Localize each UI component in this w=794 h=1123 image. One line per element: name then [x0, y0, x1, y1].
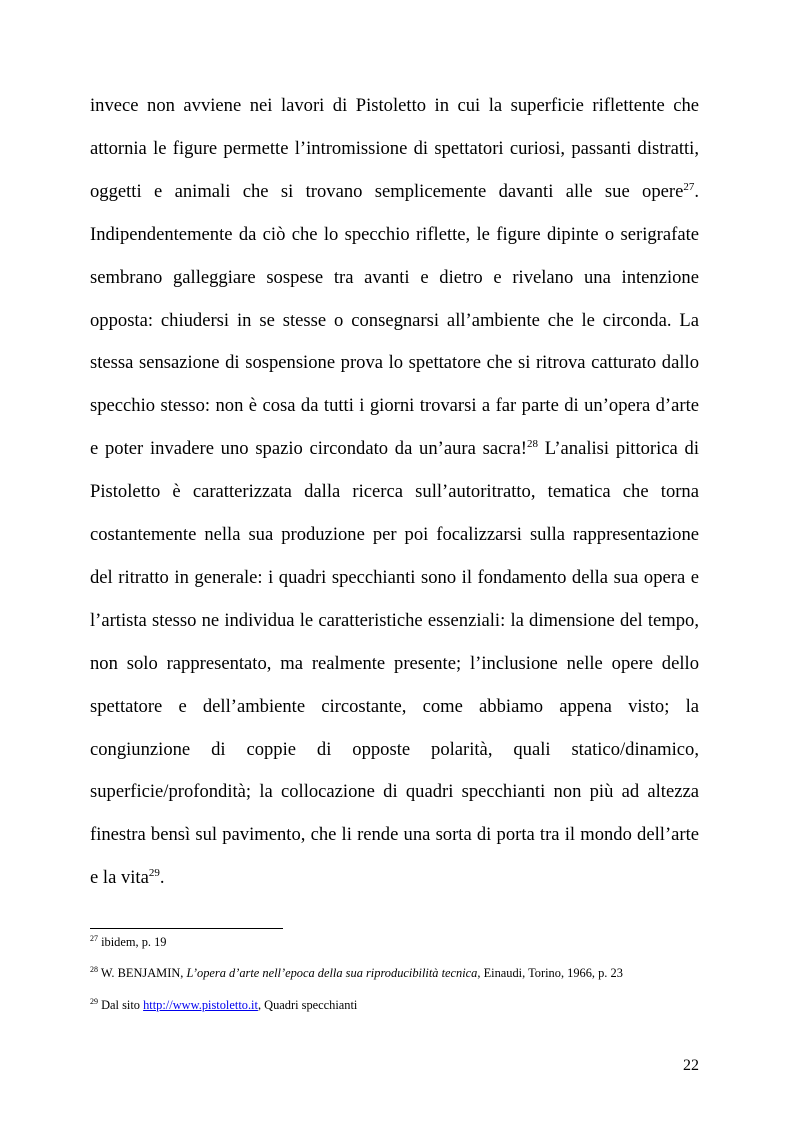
footnote-reference[interactable]: 29 — [148, 867, 160, 880]
text-line-content: e poter invadere uno spazio circondato da un’aura sacra! — [90, 438, 527, 460]
text-line-content: Indipendentemente da ciò che lo specchio riflette, le figure dipinte o serigrafate — [90, 223, 699, 245]
text-line-content: oggetti e animali che si trovano semplicemente davanti alle sue opere — [90, 180, 684, 202]
footnote-27 — [90, 934, 710, 950]
page-number: 22 — [683, 1057, 699, 1074]
text-line-content: costantemente nella sua produzione per poi focalizzarsi sulla rappresentazione — [90, 524, 699, 545]
footnote-number: 29 — [90, 997, 98, 1006]
text-line-content: invece non avviene nei lavori di Pistoletto in cui la superficie riflettente che — [90, 95, 699, 116]
text-line — [90, 351, 699, 375]
text-line-tail: . — [159, 867, 165, 889]
footnote-separator — [90, 928, 283, 929]
text-line-content: specchio stesso: non è cosa da tutti i giorni trovarsi a far parte di un’opera d’arte — [90, 395, 699, 417]
text-line — [90, 523, 699, 547]
text-line — [90, 780, 699, 804]
text-line — [90, 866, 699, 890]
text-line — [90, 652, 699, 676]
text-line — [90, 695, 699, 719]
footnote-reference[interactable]: 27 — [683, 180, 695, 193]
footnote-number: 28 — [90, 965, 98, 974]
footnote-number: 27 — [90, 934, 98, 943]
text-line — [90, 180, 699, 204]
text-line-content: Pistoletto è caratterizzata dalla ricerca sull’autoritratto, tematica che torna — [90, 481, 699, 503]
text-line-content: superficie/profondità; la collocazione di quadri specchianti non più ad altezza — [90, 781, 699, 803]
footnote-reference[interactable]: 28 — [526, 438, 538, 451]
footnote-author: W. BENJAMIN, — [98, 966, 187, 980]
text-line — [90, 137, 699, 161]
text-line-content: e la vita — [90, 867, 149, 889]
footnote-28 — [90, 965, 710, 981]
text-line — [90, 738, 699, 762]
text-line — [90, 480, 699, 504]
text-line-content: finestra bensì sul pavimento, che li rende una sorta di porta tra il mondo dell’arte — [90, 824, 699, 846]
text-line-content: non solo rappresentato, ma realmente presente; l’inclusione nelle opere dello — [90, 652, 699, 674]
text-line — [90, 94, 699, 118]
text-line — [90, 309, 699, 333]
text-line-content: attornia le figure permette l’intromissione di spettatori curiosi, passanti distratti, — [90, 137, 699, 159]
pistoletto-website-link[interactable]: http://www.pistoletto.it — [143, 998, 258, 1012]
text-line — [90, 823, 699, 847]
text-line-content: spettatore e dell’ambiente circostante, come abbiamo appena visto; la — [90, 695, 699, 717]
text-line — [90, 609, 699, 633]
footnote-text: , Quadri specchianti — [257, 998, 358, 1012]
footnote-text: ibidem, p. 19 — [98, 935, 167, 949]
footnote-29 — [90, 997, 710, 1013]
text-line — [90, 266, 699, 290]
text-line — [90, 437, 699, 461]
text-line — [90, 394, 699, 418]
text-line-content: opposta: chiudersi in se stesse o consegnarsi all’ambiente che le circonda. La — [90, 309, 699, 331]
text-line-content: del ritratto in generale: i quadri specchianti sono il fondamento della sua opera e — [90, 566, 699, 588]
footnote-title: L’opera d’arte nell’epoca della sua riproducibilità tecnica — [186, 966, 478, 980]
footnote-publication: , Einaudi, Torino, 1966, p. 23 — [477, 966, 623, 980]
text-line-content: l’artista stesso ne individua le caratteristiche essenziali: la dimensione del tempo, — [90, 609, 699, 631]
text-line-content: stessa sensazione di sospensione prova lo spettatore che si ritrova catturato dallo — [90, 352, 699, 374]
text-line — [90, 223, 699, 247]
text-line-tail: L’analisi pittorica di — [537, 438, 699, 460]
footnote-prefix: Dal sito — [98, 998, 144, 1012]
text-line-content: sembrano galleggiare sospese tra avanti e dietro e rivelano una intenzione — [90, 266, 699, 288]
text-line-content: congiunzione di coppie di opposte polarità, quali statico/dinamico, — [90, 738, 699, 760]
text-line-tail: . — [694, 180, 699, 202]
text-line — [90, 566, 699, 590]
